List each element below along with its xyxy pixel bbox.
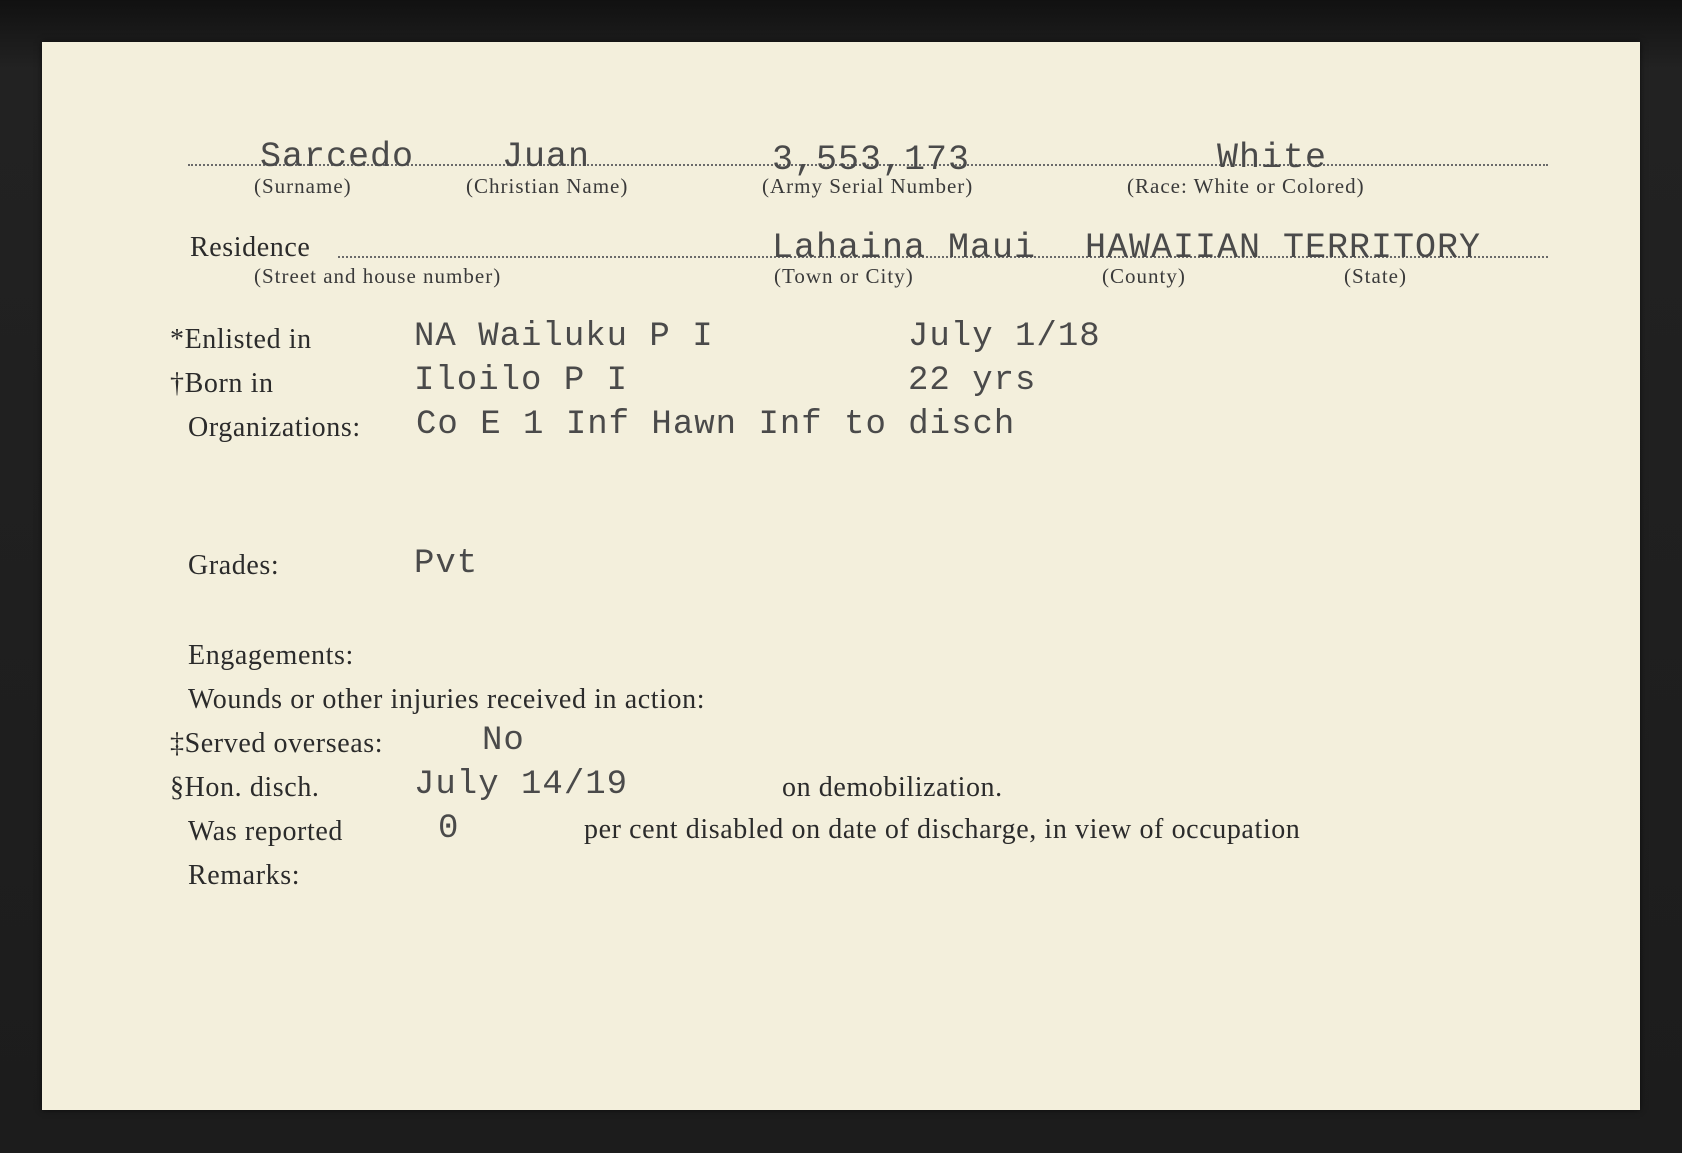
residence-town-value: Lahaina Maui [772, 228, 1037, 268]
born-label: †Born in [170, 368, 274, 399]
race-value: White [1217, 138, 1328, 178]
residence-label: Residence [190, 232, 311, 263]
serial-number-caption: (Army Serial Number) [762, 174, 974, 198]
state-caption: (State) [1344, 264, 1407, 288]
residence-county-state-value: HAWAIIAN TERRITORY [1085, 228, 1482, 268]
surname-caption: (Surname) [254, 174, 352, 198]
born-age-value: 22 yrs [908, 362, 1037, 400]
serial-number-value: 3,553,173 [772, 140, 971, 180]
enlisted-label: *Enlisted in [170, 324, 312, 355]
disability-value: 0 [438, 810, 460, 848]
discharge-suffix: on demobilization. [782, 772, 1003, 803]
county-caption: (County) [1102, 264, 1186, 288]
christian-name-caption: (Christian Name) [466, 174, 629, 198]
honorable-discharge-date-value: July 14/19 [414, 766, 629, 804]
organizations-label: Organizations: [188, 412, 361, 443]
engagements-label: Engagements: [188, 640, 354, 671]
remarks-label: Remarks: [188, 860, 301, 891]
grades-value: Pvt [414, 545, 479, 583]
race-caption: (Race: White or Colored) [1127, 174, 1365, 198]
served-overseas-value: No [482, 722, 525, 760]
organizations-value: Co E 1 Inf Hawn Inf to disch [416, 406, 1016, 444]
grades-label: Grades: [188, 550, 280, 581]
street-caption: (Street and house number) [254, 264, 502, 288]
served-overseas-label: ‡Served overseas: [170, 728, 384, 759]
honorable-discharge-label: §Hon. disch. [170, 772, 320, 803]
disability-suffix: per cent disabled on date of discharge, in view of occupation [584, 814, 1301, 845]
wounds-label: Wounds or other injuries received in action: [188, 684, 706, 715]
born-place-value: Iloilo P I [414, 362, 629, 400]
enlisted-date-value: July 1/18 [908, 318, 1101, 356]
christian-name-value: Juan [502, 137, 591, 177]
enlisted-place-value: NA Wailuku P I [414, 318, 714, 356]
surname-value: Sarcedo [260, 137, 415, 177]
disability-label: Was reported [188, 816, 343, 847]
record-card [42, 42, 1640, 1110]
town-caption: (Town or City) [774, 264, 914, 288]
